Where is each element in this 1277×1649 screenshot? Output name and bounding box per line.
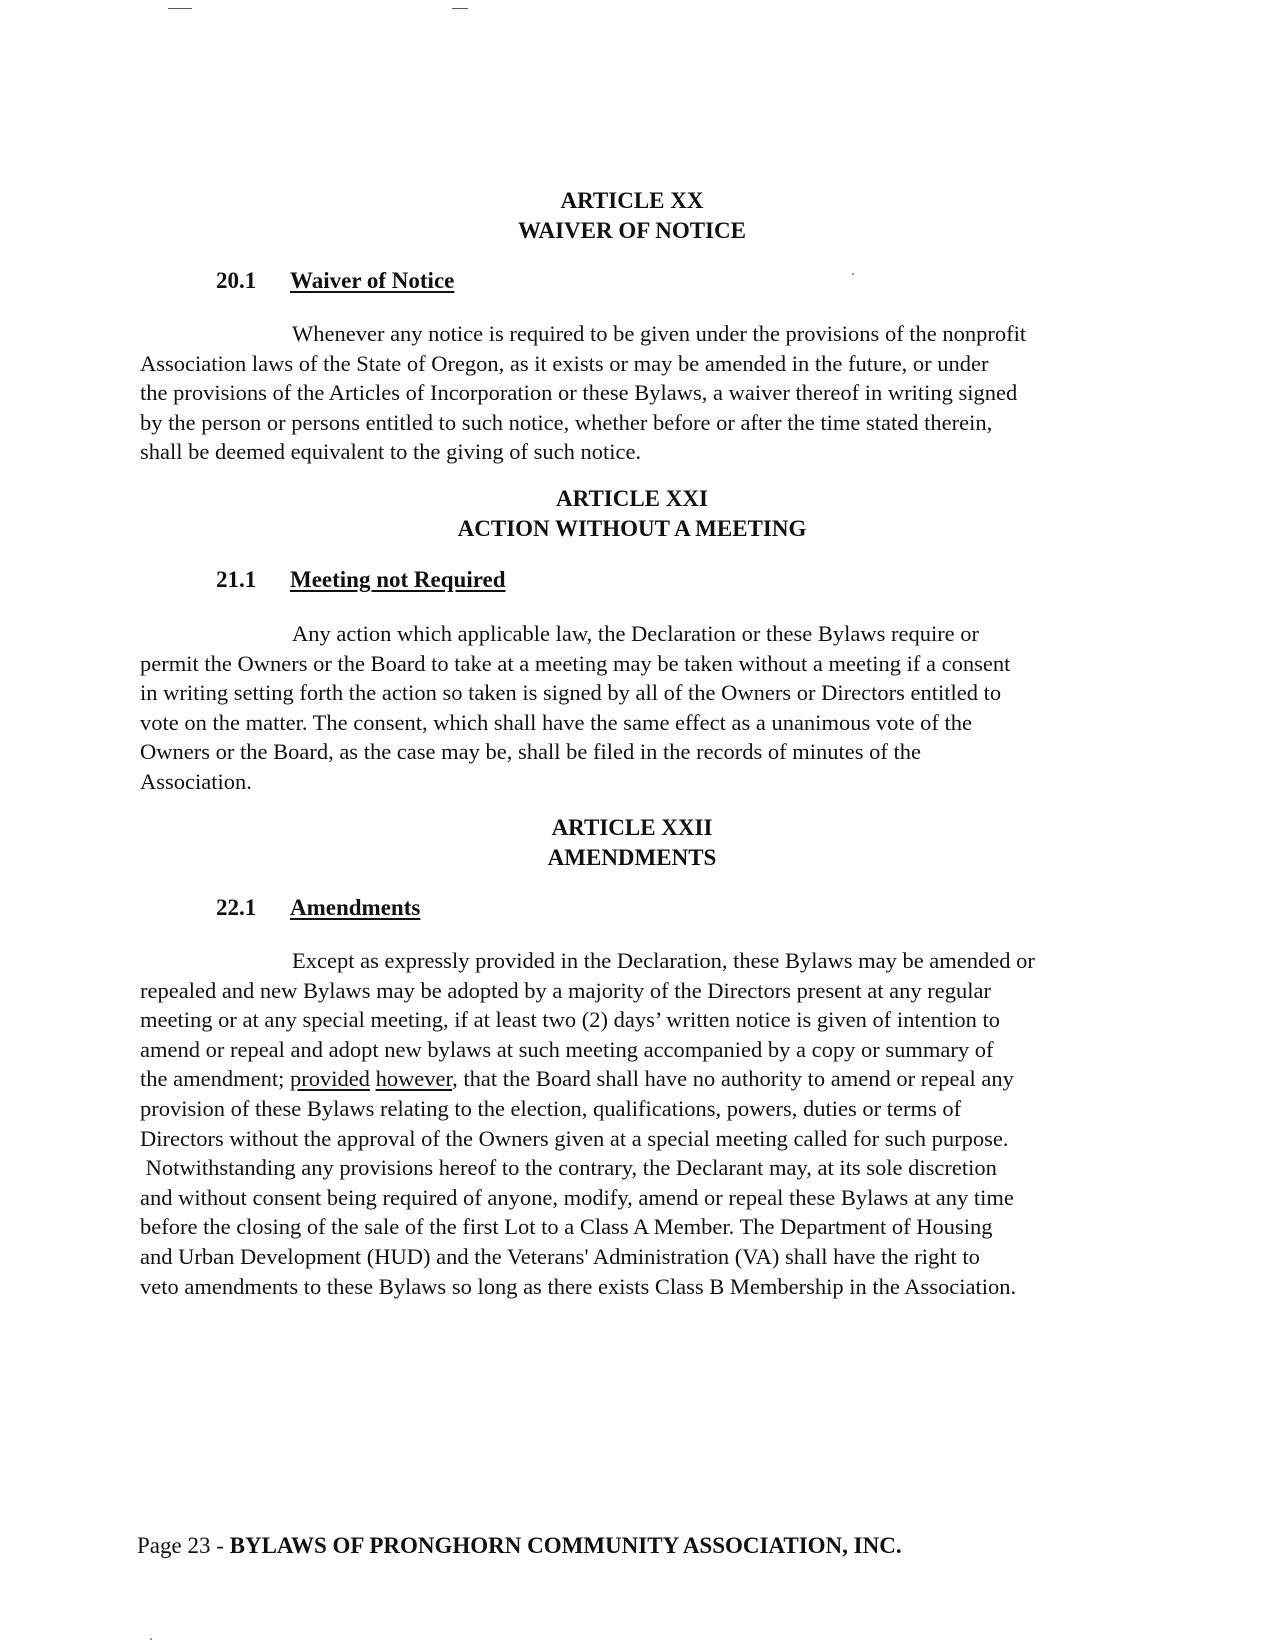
article-number: ARTICLE XX: [560, 188, 704, 213]
paragraph-line: the provisions of the Articles of Incorporation or these Bylaws, a waiver thereof in writing signed: [140, 380, 1018, 406]
paragraph-line: Notwithstanding any provisions hereof to the contrary, the Declarant may, at its sole discretion: [140, 1155, 997, 1181]
section-title: Amendments: [290, 895, 421, 920]
article-title: ACTION WITHOUT A MEETING: [457, 516, 807, 541]
paragraph-line: Association.: [140, 768, 252, 794]
article-heading: [0, 484, 1264, 544]
section-title: Waiver of Notice: [290, 268, 455, 293]
paragraph-line: permit the Owners or the Board to take at a meeting may be taken without a meeting if a consent: [140, 650, 1011, 676]
paragraph-line: Whenever any notice is required to be given under the provisions of the nonprofit: [292, 321, 1027, 346]
paragraph-line: amend or repeal and adopt new bylaws at such meeting accompanied by a copy or summary of: [140, 1036, 994, 1062]
paragraph-line: Except as expressly provided in the Declaration, these Bylaws may be amended or: [292, 948, 1035, 973]
article-title: WAIVER OF NOTICE: [518, 218, 746, 243]
article-number: ARTICLE XXII: [551, 815, 713, 840]
paragraph-line: and without consent being required of anyone, modify, amend or repeal these Bylaws at any time: [140, 1184, 1014, 1210]
article-heading: [0, 813, 1264, 873]
paragraph-line: and Urban Development (HUD) and the Veterans' Administration (VA) shall have the right to: [140, 1243, 980, 1269]
scan-mark: [168, 8, 192, 9]
underlined-term-provided: provided: [289, 1066, 370, 1092]
section-number: 20.1: [216, 268, 257, 293]
paragraph-line: Any action which applicable law, the Declaration or these Bylaws require or: [292, 621, 980, 646]
underlined-term-however: however: [375, 1066, 453, 1092]
section-paragraph: [140, 319, 1140, 467]
article-number: ARTICLE XXI: [556, 486, 708, 511]
section-paragraph: [140, 619, 1140, 797]
page-number: Page 23 -: [137, 1533, 230, 1558]
paragraph-line: meeting or at any special meeting, if at least two (2) days’ written notice is given of intention to: [140, 1007, 1000, 1033]
paragraph-line: [140, 1064, 1140, 1094]
paragraph-line: Association laws of the State of Oregon, as it exists or may be amended in the future, or under: [140, 350, 989, 376]
scan-speck: [852, 273, 854, 275]
scan-speck: [150, 1638, 152, 1640]
section-title: Meeting not Required: [290, 567, 506, 592]
paragraph-line: vote on the matter. The consent, which shall have the same effect as a unanimous vote of the: [140, 709, 973, 735]
paragraph-text: , that the Board shall have no authority to amend or repeal any: [452, 1066, 1014, 1092]
paragraph-line: before the closing of the sale of the first Lot to a Class A Member. The Department of Housing: [140, 1214, 993, 1240]
section-number: 22.1: [216, 895, 257, 920]
document-title: BYLAWS OF PRONGHORN COMMUNITY ASSOCIATION, INC.: [229, 1533, 902, 1558]
section-heading: [216, 565, 506, 595]
page-footer: [137, 1531, 902, 1561]
paragraph-line: shall be deemed equivalent to the giving of such notice.: [140, 439, 642, 465]
section-heading: [216, 893, 420, 923]
paragraph-line: in writing setting forth the action so taken is signed by all of the Owners or Directors entitled to: [140, 680, 1002, 706]
scan-mark: [452, 8, 468, 9]
section-paragraph: [140, 946, 1140, 1301]
paragraph-text: the amendment;: [140, 1066, 290, 1092]
paragraph-line: Owners or the Board, as the case may be, shall be filed in the records of minutes of the: [140, 739, 922, 765]
paragraph-line: by the person or persons entitled to such notice, whether before or after the time stated therein,: [140, 409, 993, 435]
paragraph-line: provision of these Bylaws relating to the election, qualifications, powers, duties or terms of: [140, 1095, 962, 1121]
paragraph-line: veto amendments to these Bylaws so long as there exists Class B Membership in the Association.: [140, 1273, 1017, 1299]
section-heading: [216, 266, 454, 296]
paragraph-line: repealed and new Bylaws may be adopted by a majority of the Directors present at any regular: [140, 977, 991, 1003]
section-number: 21.1: [216, 567, 257, 592]
article-title: AMENDMENTS: [547, 845, 717, 870]
paragraph-line: Directors without the approval of the Owners given at a special meeting called for such purpose.: [140, 1125, 1009, 1151]
article-heading: [0, 186, 1264, 246]
